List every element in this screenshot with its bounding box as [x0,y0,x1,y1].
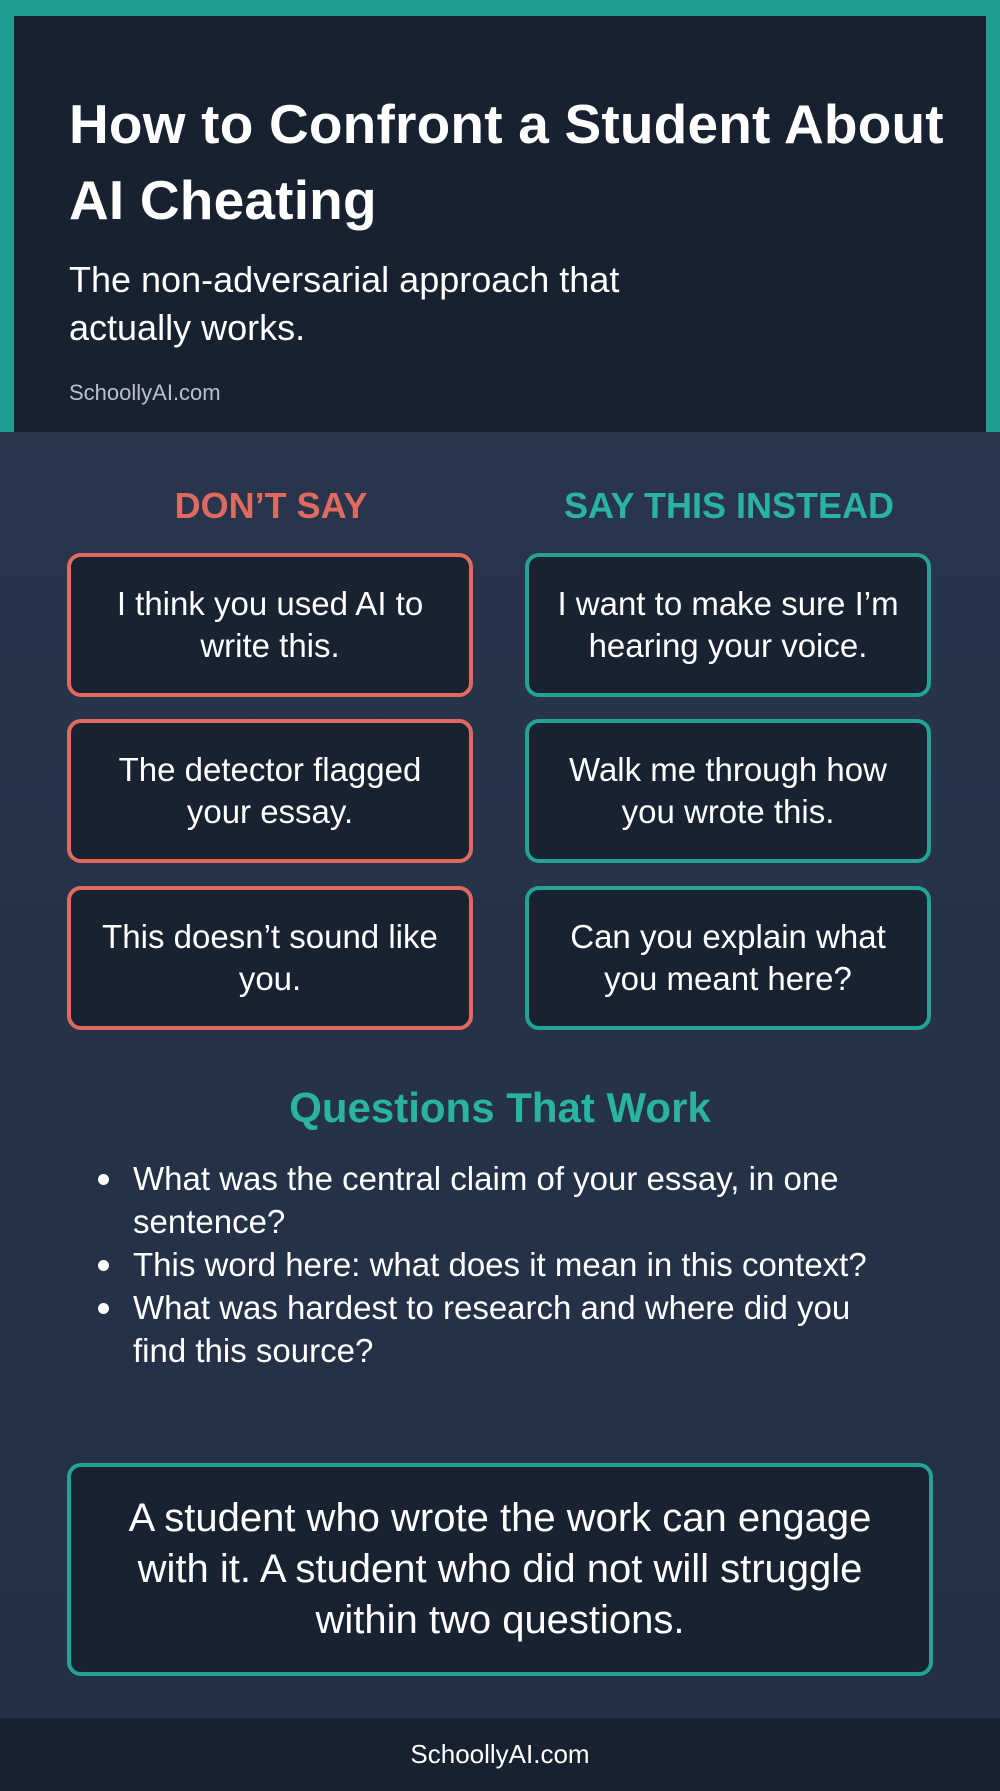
say-instead-card-2 [525,719,931,863]
say-instead-heading: SAY THIS INSTEAD [563,485,895,526]
callout-text: A student who wrote the work can engage with it. A student who did not will struggle within two questions. [128,1496,872,1642]
question-text-1: What was the central claim of your essay, in one sentence? [133,1160,839,1240]
page-subtitle: The non-adversarial approach that actually works. [69,259,620,348]
say-instead-text-3: Can you explain what you meant here? [570,918,886,997]
say-instead-text-1: I want to make sure I’m hearing your voice. [557,585,899,664]
say-instead-text-2: Walk me through how you wrote this. [569,751,887,830]
dont-say-card-2 [67,719,473,863]
dont-say-heading: DON’T SAY [174,485,368,526]
list-item [90,1243,910,1286]
bullet-icon [98,1303,109,1314]
footer-bar [0,1718,1000,1791]
dont-say-text-2: The detector flagged your essay. [118,751,422,830]
questions-heading: Questions That Work [289,1084,711,1131]
dont-say-text-1: I think you used AI to write this. [116,585,424,664]
header-brand-text: SchoollyAI.com [69,380,221,405]
say-instead-card-3 [525,886,931,1030]
header-banner [0,0,1000,432]
list-item [90,1286,910,1372]
dont-say-text-3: This doesn’t sound like you. [102,918,438,997]
page-title: How to Confront a Student About AI Cheating [69,93,944,231]
questions-list [90,1157,910,1372]
dont-say-card-1 [67,553,473,697]
list-item [90,1157,910,1243]
say-instead-card-1 [525,553,931,697]
bullet-icon [98,1260,109,1271]
dont-say-card-3 [67,886,473,1030]
bullet-icon [98,1174,109,1185]
callout-box [67,1463,933,1676]
footer-brand-text: SchoollyAI.com [410,1739,590,1769]
question-text-2: This word here: what does it mean in this context? [133,1246,867,1283]
question-text-3: What was hardest to research and where did you find this source? [133,1289,851,1369]
